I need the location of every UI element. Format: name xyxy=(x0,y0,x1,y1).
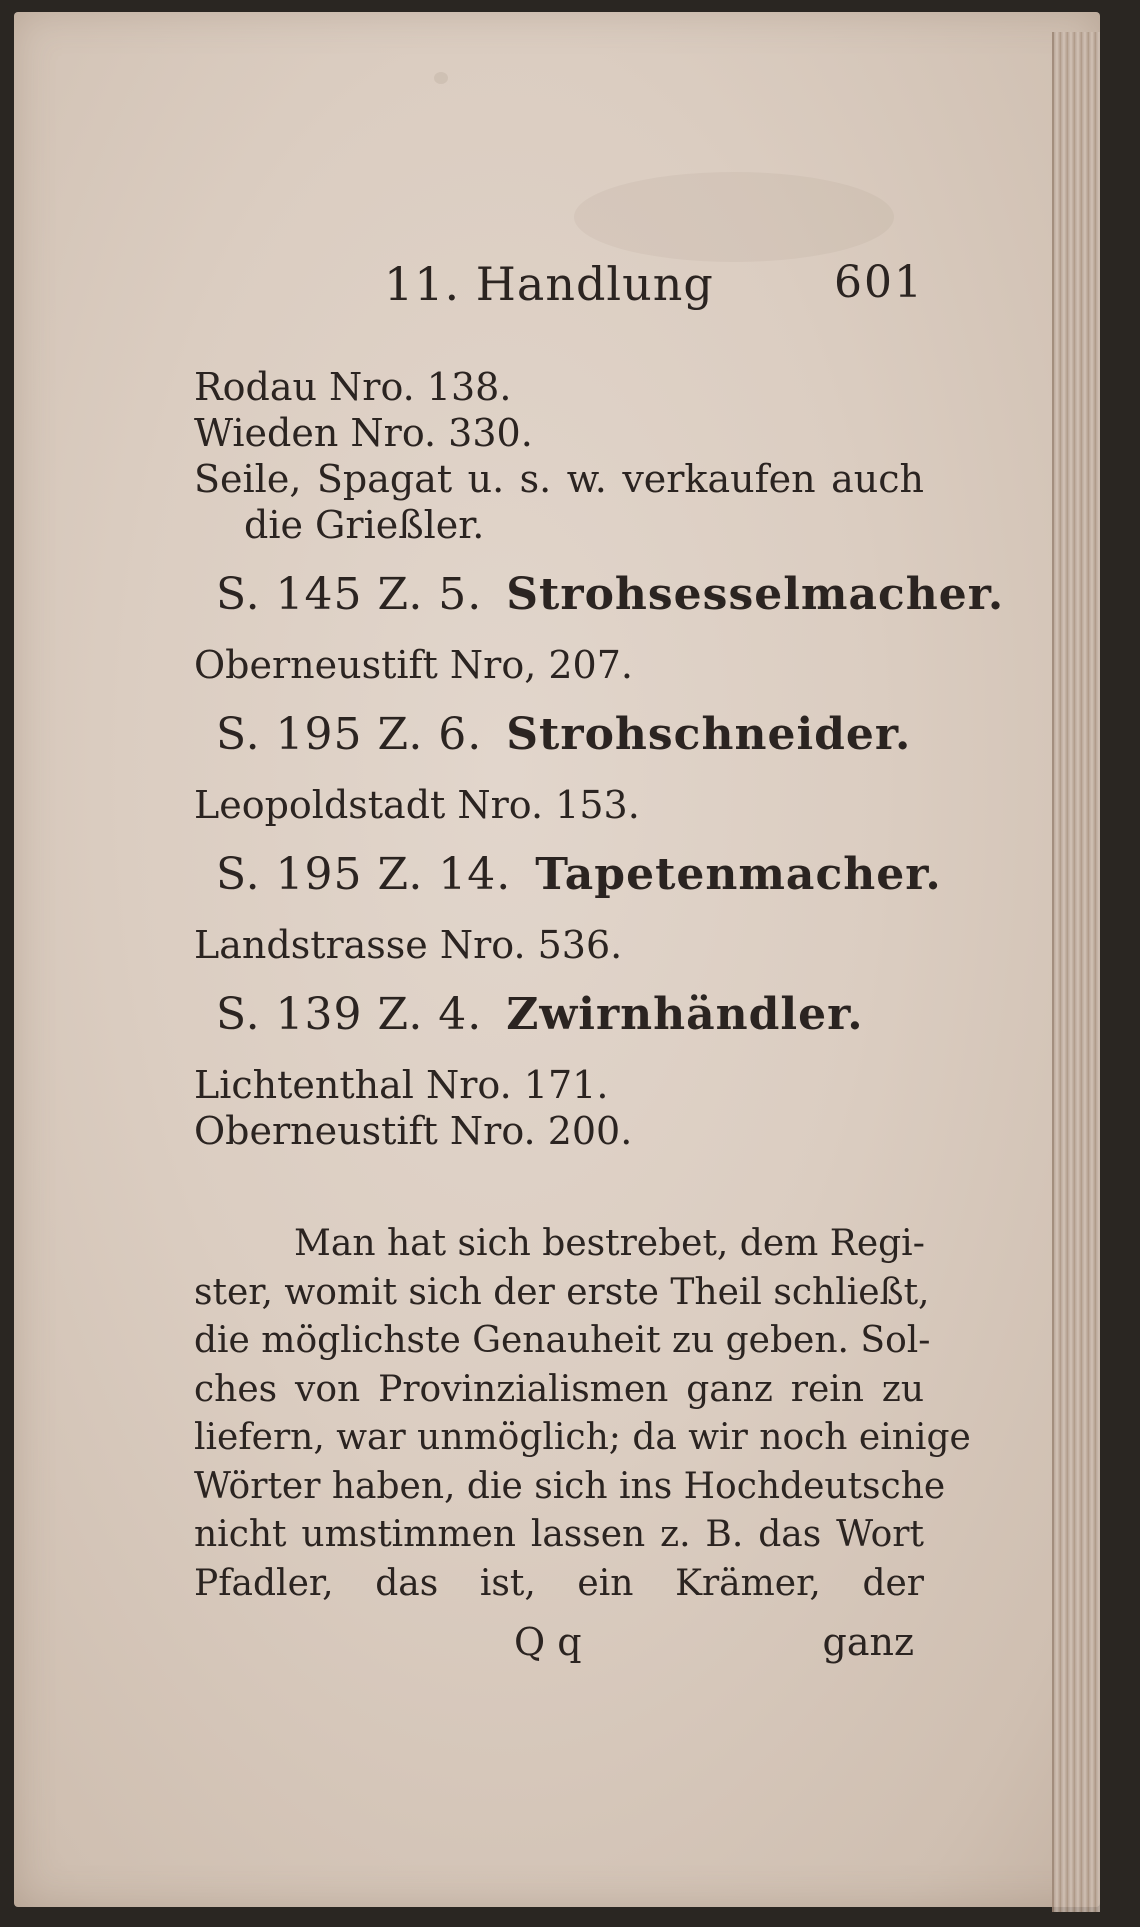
ink-spot xyxy=(434,72,448,84)
entry-line: Seile, Spagat u. s. w. verkaufen auch xyxy=(194,457,924,501)
entry-line: Oberneustift Nro. 200. xyxy=(194,1109,633,1153)
register-entries xyxy=(194,364,1005,1154)
entry-line: Leopoldstadt Nro. 153. xyxy=(194,783,640,827)
entry-line: Landstrasse Nro. 536. xyxy=(194,923,623,967)
paragraph-line: liefern, war unmöglich; da wir noch einige xyxy=(194,1417,971,1458)
catchword: ganz xyxy=(822,1620,914,1664)
book-page xyxy=(14,12,1100,1907)
section-heading xyxy=(194,849,942,900)
closing-paragraph xyxy=(194,1220,971,1608)
section-label: Tapetenmacher. xyxy=(535,849,942,900)
entry-line: Wieden Nro. 330. xyxy=(194,411,533,455)
section-label: Strohschneider. xyxy=(506,709,912,760)
bleed-through xyxy=(574,172,894,262)
paragraph-line: Pfadler, das ist, ein Krämer, der xyxy=(194,1562,924,1604)
paragraph-line: nicht umstimmen lassen z. B. das Wort xyxy=(194,1514,924,1555)
paragraph-line: die möglichste Genauheit zu geben. Sol- xyxy=(194,1320,931,1361)
paragraph-line: ster, womit sich der erste Theil schließt, xyxy=(194,1271,930,1313)
paragraph-line: ches von Provinzialismen ganz rein zu xyxy=(194,1368,924,1410)
section-reference: S. 195 Z. 14. xyxy=(216,849,512,900)
entry-line: Lichtenthal Nro. 171. xyxy=(194,1063,609,1107)
signature-mark: Q q xyxy=(514,1620,582,1664)
entry-line: die Grießler. xyxy=(244,503,485,547)
section-label: Strohsesselmacher. xyxy=(506,569,1005,620)
paragraph-line: Man hat sich bestrebet, dem Regi- xyxy=(294,1223,925,1264)
page-number: 601 xyxy=(834,257,924,308)
section-heading xyxy=(194,710,924,760)
entry-line: Oberneustift Nro, 207. xyxy=(194,643,633,687)
section-label: Zwirnhändler. xyxy=(506,989,864,1040)
paragraph-line: Wörter haben, die sich ins Hochdeutsche xyxy=(194,1465,946,1507)
section-reference: S. 195 Z. 6. xyxy=(216,709,483,760)
section-reference: S. 145 Z. 5. xyxy=(216,569,483,620)
running-header xyxy=(384,257,924,317)
section-reference: S. 139 Z. 4. xyxy=(216,989,483,1040)
page-footer xyxy=(194,1620,924,1670)
entry-line: Rodau Nro. 138. xyxy=(194,365,512,409)
section-heading xyxy=(194,569,1005,620)
section-heading xyxy=(194,990,924,1040)
page-edges xyxy=(1052,32,1100,1912)
header-title: 11. Handlung xyxy=(384,257,714,311)
